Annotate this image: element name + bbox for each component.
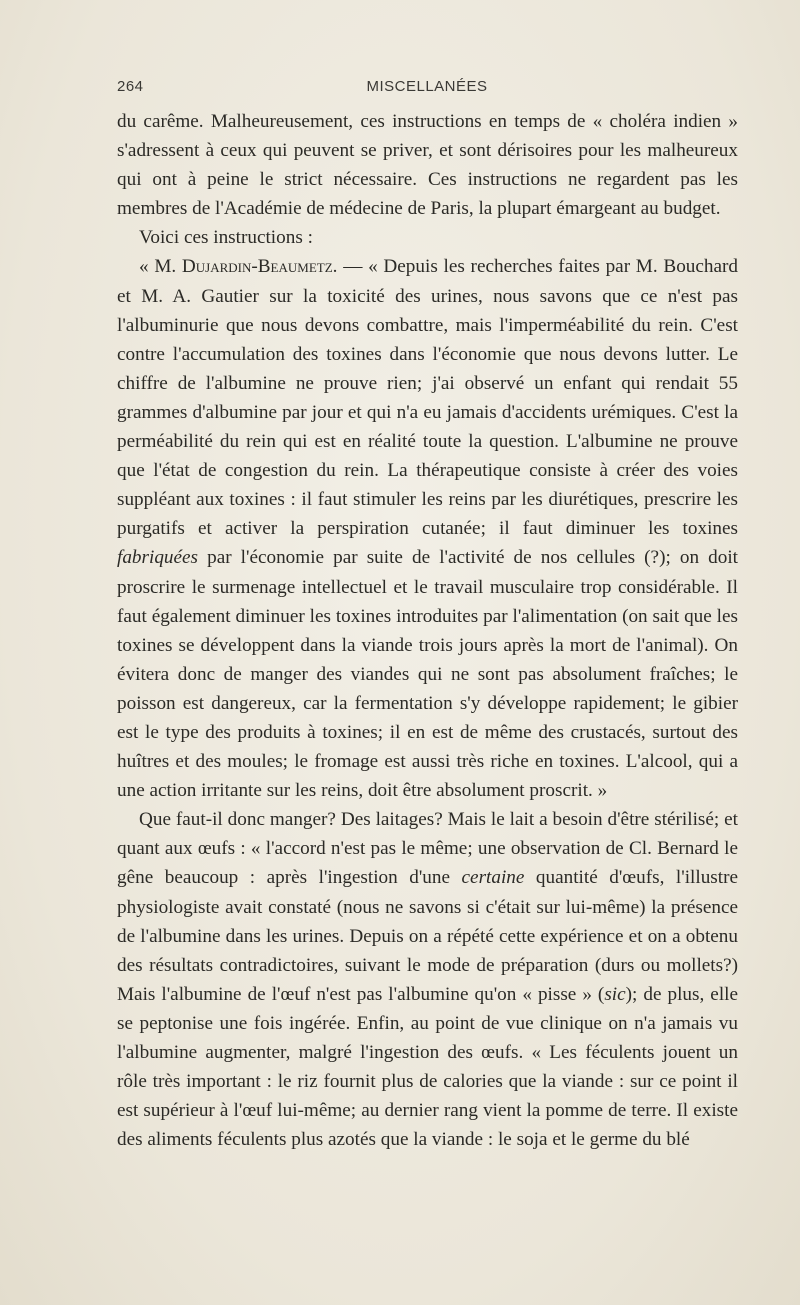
p4-text-b: quantité d'œufs, l'illustre physiologiste avait constaté (nous ne savons si c'était sur lui-même) la présence de l'albumine dans les urines. Depuis on a répété cette expérience et on a obtenu des résultats contradictoires, suivant le mode de préparation (durs ou mollets?) Mais l'albumine de l'œuf n'est pas l'albumine qu'on « pisse » ( [117,867,738,1005]
paragraph-2: Voici ces instructions : [139,227,313,249]
quote-text-b: par l'économie par suite de l'activité de nos cellules (?); on doit proscrire le surmenage intellectuel et le travail musculaire trop considérable. Il faut également diminuer les toxines introduites par l'alimentation (on sait que les toxines se développent dans la viande trois jours après la mort de l'animal). On évitera donc de manger des viandes qui ne sont pas absolument fraîches; le poisson est dangereux, car la fermentation s'y développe rapidement; le gibier est le type des produits à toxines; il en est de même des crustacés, surtout des huîtres et des moules; le fromage est aussi très riche en toxines. L'alcool, qui a une action irritante sur les reins, doit être absolument proscrit. » [117,547,738,802]
running-head: MISCELLANÉES [366,78,488,95]
p4-text-a: Que faut-il donc manger? Des laitages? Mais le lait a besoin d'être stérilisé; et quant aux œufs : « l'accord n'est pas le même; une observation de Cl. Bernard le gêne beaucoup : après l'ingestion d'une [117,809,738,889]
p4-text-c: ); de plus, elle se peptonise une fois ingérée. Enfin, au point de vue clinique on n'a jamais vu l'albumine augmenter, malgré l'ingestion des œufs. « Les féculents jouent un rôle très important : le riz fournit plus de calories que la viande : sur ce point il est supérieur à l'œuf lui-même; au dernier rang vient la pomme de terre. Il existe des aliments féculents plus azotés que la viande : le soja et le germe du blé [117,983,738,1151]
paragraph-1: du carême. Malheureusement, ces instructions en temps de « choléra indien » s'adressent à ceux qui peuvent se priver, et sont dérisoires pour les malheureux qui ont à peine le strict nécessaire. Ces instructions ne regardent pas les membres de l'Académie de médecine de Paris, la plupart émargeant au budget. [117,111,738,220]
paragraph-4 [117,805,738,1154]
paragraph-3-quote [117,252,738,805]
italic-certaine: certaine [461,867,525,889]
page-number: 264 [117,78,144,95]
body-text [117,107,738,1154]
quote-text-a: . — « Depuis les recherches faites par M. Bouchard et M. A. Gautier sur la toxicité des urines, nous savons que ce n'est pas l'albuminurie que nous devons combattre, mais l'imperméabilité du rein. C'est contre l'accumulation des toxines dans l'économie que nous devons lutter. Le chiffre de l'albumine ne prouve rien; j'ai observé un enfant qui rendait 55 grammes d'albumine par jour et qui n'a eu jamais d'accidents urémiques. C'est la perméabilité du rein qui est en réalité toute la question. L'albumine ne prouve que l'état de congestion du rein. La thérapeutique consiste à créer des voies suppléant aux toxines : il faut stimuler les reins par les diurétiques, prescrire les purgatifs et activer la perspiration cutanée; il faut diminuer les toxines [117,256,738,540]
quote-open: « M. [139,256,182,278]
italic-term: fabriquées [117,547,199,569]
speaker-name: Dujardin-Beaumetz [181,256,333,278]
italic-sic: sic [604,983,626,1005]
page-header [117,78,737,102]
